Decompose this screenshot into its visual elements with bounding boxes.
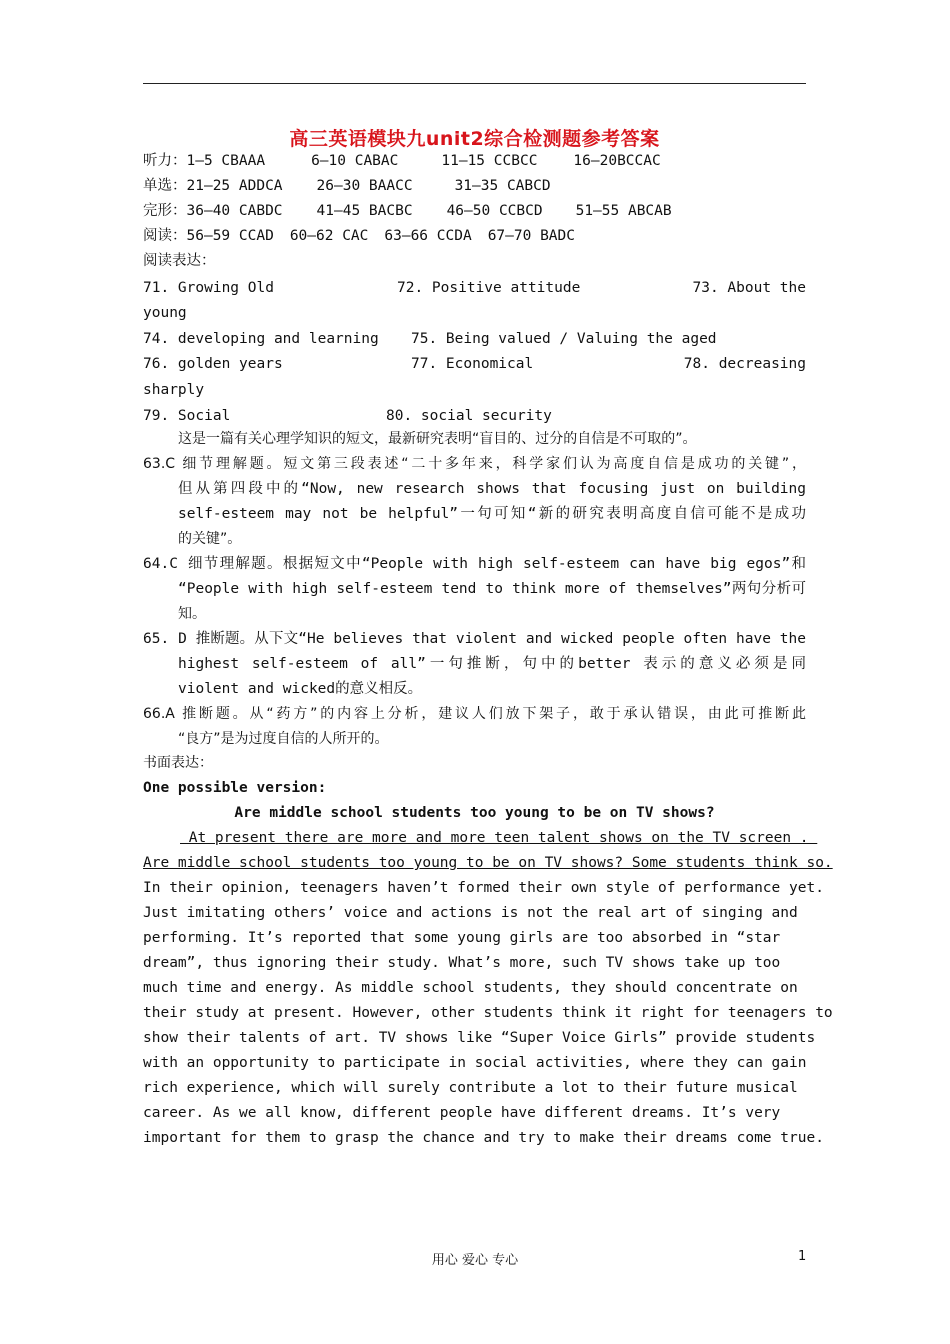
page-number: 1 — [798, 1249, 807, 1264]
essay-line: important for them to grasp the chance and try to make their dreams come true. — [143, 1130, 824, 1146]
explanation-63-line3: self-esteem may not be helpful”一句可知“新的研究表明高度自信可能不是成功 — [178, 506, 806, 522]
essay-line: show their talents of art. TV shows like “Super Voice Girls” provide students — [143, 1030, 816, 1046]
essay-line: Just imitating others’ voice and actions is not the real art of singing and — [143, 905, 798, 921]
essay-underlined-line1: At present there are more and more teen talent shows on the TV screen . — [180, 830, 818, 846]
answers-listening: 听力：1—5 CBAAA 6—10 CABAC 11—15 CCBCC 16—20BCCAC — [143, 153, 661, 169]
answers-reading: 阅读：56—59 CCAD 60—62 CAC 63—66 CCDA 67—70 BADC — [143, 228, 576, 244]
explanation-intro: 这是一篇有关心理学知识的短文，最新研究表明“盲目的、过分的自信是不可取的”。 — [178, 431, 697, 447]
writing-label: 书面表达： — [143, 755, 213, 771]
explanation-65-line3: violent and wicked的意义相反。 — [178, 681, 423, 697]
writing-version-label: One possible version: — [143, 780, 327, 796]
essay-line: much time and energy. As middle school students, they should concentrate on — [143, 980, 798, 996]
footer-slogan: 用心 爱心 专心 — [431, 1253, 519, 1268]
essay-underlined-line2: Are middle school students too young to be on TV shows? Some students think so. — [143, 855, 833, 871]
task-reading-row1-cont: young — [143, 305, 187, 321]
explanation-64-line2: “People with high self-esteem tend to think more of themselves”两句分析可 — [178, 581, 806, 597]
essay-line: performing. It’s reported that some young girls are too absorbed in “star — [143, 930, 781, 946]
explanation-64-line3: 知。 — [178, 606, 206, 622]
essay-line: career. As we all know, different people have different dreams. It’s very — [143, 1105, 781, 1121]
essay-line: In their opinion, teenagers haven’t formed their own style of performance yet. — [143, 880, 824, 896]
essay-line: their study at present. However, other students think it right for teenagers to — [143, 1005, 833, 1021]
essay-title: Are middle school students too young to be on TV shows? — [234, 805, 715, 821]
explanation-65-line2: highest self-esteem of all”一句推断，句中的better 表示的意义必须是同 — [178, 656, 806, 672]
essay-line: dream”, thus ignoring their study. What’s more, such TV shows take up too — [143, 955, 781, 971]
explanation-63-line1: 63.C 细节理解题。短文第三段表述“二十多年来，科学家们认为高度自信是成功的关键”， — [143, 456, 806, 472]
explanation-64-line1: 64.C 细节理解题。根据短文中“People with high self-esteem can have big egos”和 — [143, 556, 806, 572]
answers-cloze: 完形：36—40 CABDC 41—45 BACBC 46—50 CCBCD 51—55 ABCAB — [143, 203, 672, 219]
task-reading-row3-cont: sharply — [143, 382, 205, 398]
explanation-63-line4: 的关键”。 — [178, 531, 242, 547]
header-rule — [143, 83, 806, 84]
explanation-65-line1: 65. D 推断题。从下文“He believes that violent and wicked people often have the — [143, 631, 806, 647]
explanation-66-line1: 66.A 推断题。从“药方”的内容上分析，建议人们放下架子，敢于承认错误，由此可推断此 — [143, 706, 806, 722]
task-reading-label: 阅读表达： — [143, 253, 216, 269]
essay-line: with an opportunity to participate in social activities, where they can gain — [143, 1055, 807, 1071]
explanation-66-line2: “良方”是为过度自信的人所开的。 — [178, 731, 389, 747]
page-title: 高三英语模块九unit2综合检测题参考答案 — [289, 128, 660, 150]
explanation-63-line2: 但从第四段中的“Now, new research shows that focusing just on building — [178, 481, 806, 497]
essay-line: rich experience, which will surely contribute a lot to their future musical — [143, 1080, 798, 1096]
answers-single: 单选：21—25 ADDCA 26—30 BAACC 31—35 CABCD — [143, 178, 551, 194]
